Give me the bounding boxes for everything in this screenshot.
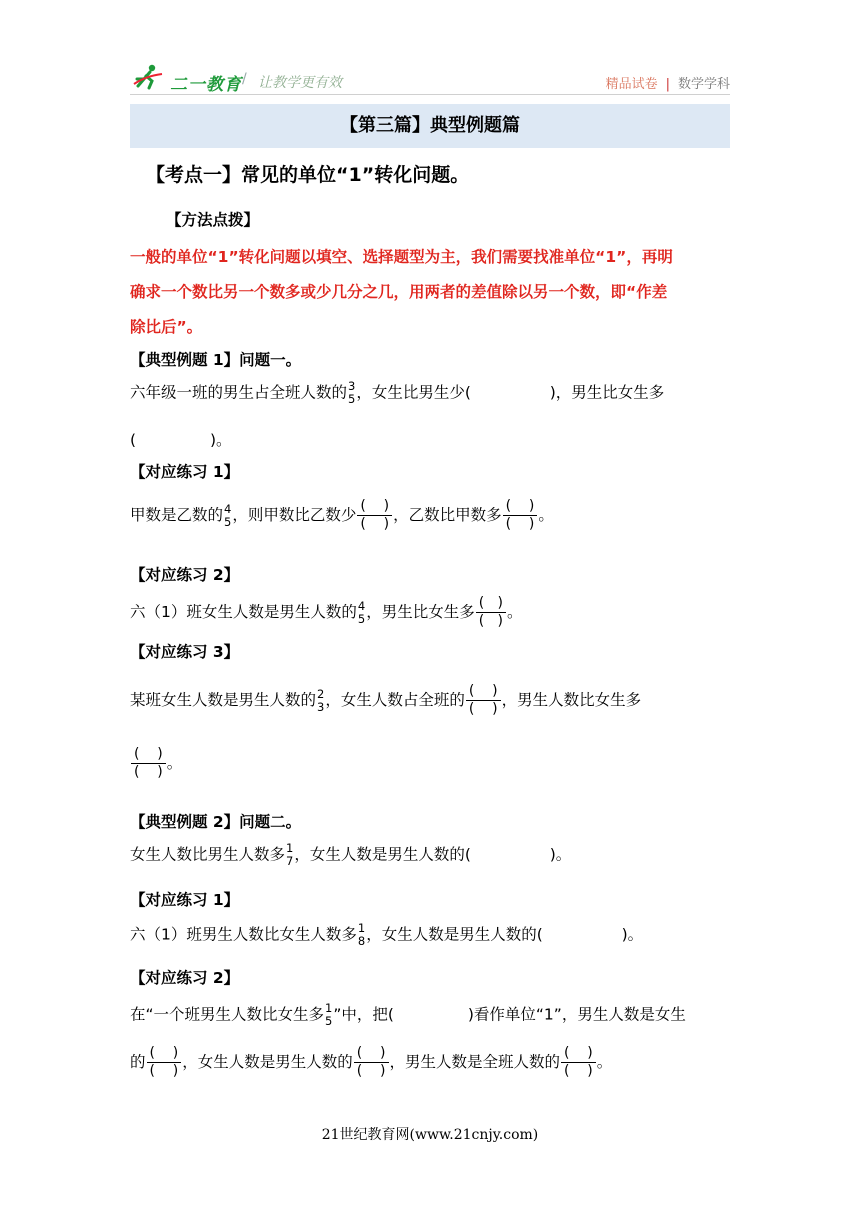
numerator: 1 — [357, 921, 366, 935]
text: ，女生人数占全班的 — [325, 691, 465, 709]
method-line-1: 一般的单位“1”转化问题以填空、选择题型为主，我们需要找准单位“1”，再明 — [130, 248, 673, 266]
logo-slogan: 让教学更有效 — [258, 75, 342, 91]
text: )看作单位“1”，男生人数是女生 — [467, 1005, 686, 1024]
fraction — [224, 503, 231, 529]
denominator: 5 — [357, 611, 366, 626]
text: 。 — [596, 1053, 613, 1071]
answer-blank[interactable] — [394, 1006, 468, 1024]
denominator: 5 — [348, 392, 356, 406]
numerator: 3 — [348, 379, 356, 393]
practice-1-line — [130, 498, 554, 533]
practice-3-label: 【对应练习 3】 — [130, 643, 240, 661]
fraction — [348, 380, 355, 406]
text: ，女生比男生少( — [356, 383, 471, 402]
practice-3-line-1 — [130, 683, 641, 718]
page-title: 【第三篇】典型例题篇 — [130, 104, 730, 148]
answer-blank[interactable] — [136, 431, 210, 449]
header-label: 精品试卷 — [605, 77, 658, 92]
blank-fraction[interactable]: ( ) ( ) — [503, 498, 538, 533]
text: 甲数是乙数的 — [130, 506, 224, 524]
practice-2-2-line-2 — [130, 1045, 612, 1080]
blank-fraction[interactable]: ( ) ( ) — [476, 595, 506, 630]
answer-blank[interactable] — [543, 926, 622, 944]
denominator: 8 — [357, 934, 366, 948]
section-heading: 【考点一】常见的单位“1”转化问题。 — [146, 164, 470, 186]
text: 女生人数比男生人数多 — [130, 845, 286, 864]
blank-fraction[interactable]: ( ) ( ) — [354, 1045, 389, 1080]
fraction — [358, 600, 365, 626]
answer-blank[interactable] — [471, 846, 550, 864]
text: ，女生人数是男生人数的( — [294, 845, 471, 864]
text: ，男生人数比女生多 — [501, 691, 642, 709]
method-line-3: 除比后”。 — [130, 318, 203, 336]
text: ，则甲数比乙数少 — [232, 506, 357, 524]
blank-fraction[interactable]: ( ) ( ) — [466, 683, 501, 718]
text: 。 — [166, 754, 183, 772]
denominator: 3 — [317, 699, 325, 714]
practice-3-line-2 — [130, 746, 182, 781]
header-subject: 数学学科 — [677, 77, 730, 92]
practice-2-label: 【对应练习 2】 — [130, 566, 240, 584]
example-2-line — [130, 842, 571, 868]
example-2-label: 【典型例题 2】问题二。 — [130, 813, 302, 831]
denominator: 5 — [224, 514, 232, 529]
header-right — [606, 73, 730, 92]
practice-2-1-label: 【对应练习 1】 — [130, 891, 240, 909]
text: )。 — [209, 431, 232, 449]
text: ( — [130, 431, 137, 449]
method-label: 【方法点拨】 — [166, 211, 260, 229]
numerator: 1 — [286, 841, 294, 855]
fraction — [286, 842, 293, 868]
denominator: 5 — [325, 1014, 333, 1028]
header-separator: | — [665, 77, 670, 92]
practice-2-line — [130, 595, 523, 630]
practice-2-1-line — [130, 922, 643, 948]
text: 六（1）班女生人数是男生人数的 — [130, 603, 357, 621]
blank-fraction[interactable]: ( ) ( ) — [147, 1045, 182, 1080]
text: ，女生人数是男生人数的 — [182, 1053, 353, 1071]
method-line-2: 确求一个数比另一个数多或少几分之几，用两者的差值除以另一个数，即“作差 — [130, 283, 668, 301]
text: 的 — [130, 1053, 146, 1071]
text: 某班女生人数是男生人数的 — [130, 691, 317, 709]
runner-logo-icon — [132, 64, 164, 90]
text: 。 — [538, 506, 554, 524]
blank-fraction[interactable]: ( ) ( ) — [561, 1045, 596, 1080]
text: 。 — [507, 603, 523, 621]
practice-1-label: 【对应练习 1】 — [130, 463, 240, 481]
text: ”中，把( — [333, 1005, 394, 1024]
page-footer: 21世纪教育网(www.21cnjy.com) — [321, 1127, 539, 1143]
fraction — [358, 922, 365, 948]
text: ，男生比女生多 — [366, 603, 475, 621]
fraction — [325, 1002, 332, 1028]
fraction — [317, 688, 324, 714]
denominator: 7 — [286, 854, 294, 868]
example-1-line-1 — [130, 380, 664, 406]
blank-fraction[interactable]: ( ) ( ) — [357, 498, 392, 533]
example-1-label: 【典型例题 1】问题一。 — [130, 351, 302, 369]
blank-fraction[interactable]: ( ) ( ) — [131, 746, 166, 781]
text: ，男生人数是全班人数的 — [389, 1053, 561, 1071]
numerator: 4 — [357, 598, 366, 613]
text: 六年级一班的男生占全班人数的 — [130, 383, 348, 402]
practice-2-2-line-1 — [130, 1002, 686, 1028]
answer-blank[interactable] — [471, 384, 550, 402]
text: ，女生人数是男生人数的( — [366, 925, 543, 944]
text: 在“一个班男生人数比女生多 — [130, 1005, 325, 1024]
text: )。 — [621, 925, 644, 944]
logo-text: 二一教育 — [170, 75, 242, 95]
text: ，乙数比甲数多 — [393, 506, 502, 524]
header-divider — [130, 94, 730, 95]
page-header — [130, 60, 730, 94]
numerator: 4 — [224, 501, 232, 516]
example-1-line-2 — [130, 428, 232, 450]
numerator: 1 — [325, 1001, 333, 1015]
numerator: 2 — [317, 686, 325, 701]
logo-slash: / — [242, 71, 247, 87]
practice-2-2-label: 【对应练习 2】 — [130, 969, 240, 987]
text: 六（1）班男生人数比女生人数多 — [130, 925, 357, 944]
text: )，男生比女生多 — [549, 383, 665, 402]
text: )。 — [549, 845, 572, 864]
